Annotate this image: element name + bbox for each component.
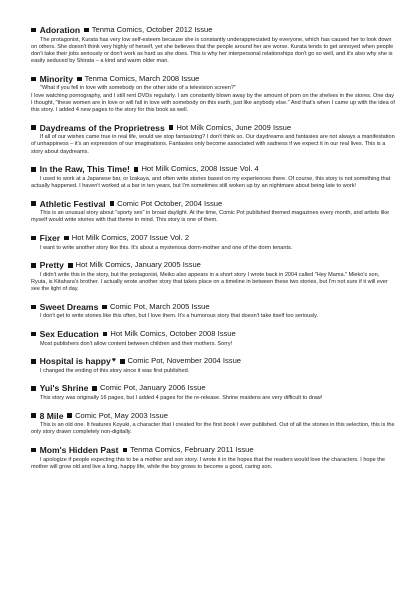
publication-info: Tenma Comics, February 2011 Issue (130, 445, 254, 455)
story-note (31, 199, 396, 225)
description-paragraph: I love watching pornography, and I still rent DVDs regularly. I am constantly blown away by the amount of porn on the shelves in the stores. One day I thought, "these women are in love or will fall in love with somebody on this earth, just like anybody else." And that's when I came up with the idea of this story. I added 4 new pages to the story for this book as well. (31, 92, 395, 113)
story-note (31, 123, 396, 156)
story-description (31, 422, 396, 436)
description-paragraph: I apologize if people expecting this to be a mother and son story. I wrote it in the hopes that the readers would love the characters. I hope the mother will grow old and live a long, happy life, while the boy grows to become a good, caring son. (31, 456, 385, 470)
square-bullet-icon (31, 413, 36, 418)
publication-info: Tenma Comics, March 2008 Issue (84, 73, 200, 83)
story-note (31, 260, 396, 293)
publication-info: Comic Pot, January 2006 Issue (100, 383, 206, 393)
story-note (31, 302, 396, 321)
story-heading (31, 123, 396, 133)
story-heading (31, 411, 396, 421)
story-title: Minority (39, 73, 74, 84)
story-description (31, 245, 396, 252)
square-bullet-icon (31, 125, 36, 130)
story-title: Fixer (39, 233, 61, 244)
story-title: Pretty (39, 260, 64, 271)
story-note (31, 164, 396, 190)
square-bullet-icon (31, 77, 36, 82)
publication-info: Tenma Comics, October 2012 Issue (91, 25, 213, 34)
square-separator-icon (102, 305, 107, 310)
description-paragraph: I want to write another story like this. It's about a mysterious dorm-mother and one of the dorm tenants. (40, 244, 293, 251)
story-note (31, 233, 396, 252)
square-bullet-icon (31, 386, 36, 391)
story-description (31, 313, 396, 320)
story-description (31, 176, 396, 190)
story-note (31, 356, 396, 375)
story-description (31, 134, 396, 156)
square-bullet-icon (31, 28, 36, 33)
square-bullet-icon (31, 201, 36, 206)
story-description (31, 368, 396, 375)
square-separator-icon (77, 77, 82, 82)
publication-info: Comic Pot, November 2004 Issue (127, 356, 242, 366)
publication-info: Hot Milk Comics, October 2008 Issue (110, 329, 236, 339)
story-title: Yui's Shrine (39, 383, 89, 394)
story-note (31, 411, 396, 437)
square-bullet-icon (31, 332, 36, 337)
story-heading (31, 164, 396, 174)
description-paragraph: Most publishers don't allow content between children and their mothers. Sorry! (40, 340, 233, 347)
square-separator-icon (68, 263, 73, 268)
story-description (31, 457, 396, 471)
square-separator-icon (92, 386, 97, 391)
publication-info: Hot Milk Comics, June 2009 Issue (176, 122, 292, 132)
description-paragraph: I don't get to write stories like this often, but I love them. It's a humorous story that doesn't take itself too seriously. (40, 313, 319, 320)
heart-icon: ♥ (111, 357, 116, 365)
square-separator-icon (123, 448, 128, 453)
square-separator-icon (84, 28, 89, 33)
story-heading (31, 199, 396, 209)
story-heading (31, 260, 396, 270)
story-note (31, 74, 396, 114)
publication-info: Hot Milk Comics, 2007 Issue Vol. 2 (71, 233, 190, 243)
story-title: In the Raw, This Time! (39, 164, 130, 175)
square-bullet-icon (31, 167, 36, 172)
story-note (31, 25, 396, 65)
description-paragraph: If all of our wishes came true in real life, would we stop fantasizing? I don't think so. Our daydreams and fantasies are not always a manifestation of unhappiness – it's an expression of our imaginations. Fantasies only become associated with sadness if we expect it in our real lives. This is a story about daydreams. (31, 134, 395, 155)
square-bullet-icon (31, 305, 36, 310)
story-description (31, 85, 396, 114)
publication-info: Comic Pot, March 2005 Issue (109, 301, 210, 311)
square-separator-icon (169, 125, 174, 130)
square-bullet-icon (31, 263, 36, 268)
story-description (31, 37, 396, 66)
publication-info: Hot Milk Comics, January 2005 Issue (75, 260, 201, 270)
square-bullet-icon (31, 359, 36, 364)
story-heading (31, 25, 396, 35)
description-paragraph: This is an unusual story about "sporty sex" in broad daylight. At the time, Comic Pot published themed magazines every month, and artists like myself would write stories with that theme in mind. This story is one of them. (31, 210, 389, 224)
story-note (31, 383, 396, 402)
description-paragraph: This is an old one. It features Koyuki, a character that I created for the first book I ever published. Out of all the stories in this selection, this is the only story drawn completely non-digitally. (31, 422, 395, 436)
story-heading (31, 329, 396, 339)
story-note (31, 329, 396, 348)
square-bullet-icon (31, 448, 36, 453)
story-description (31, 395, 396, 402)
description-paragraph: This story was originally 16 pages, but I added 4 pages for the re-release. Shrine maidens are very difficult to draw! (40, 394, 323, 401)
square-bullet-icon (31, 236, 36, 241)
square-separator-icon (110, 201, 115, 206)
story-heading (31, 356, 396, 366)
square-separator-icon (64, 236, 69, 241)
story-description (31, 272, 396, 294)
square-separator-icon (103, 332, 108, 337)
story-heading (31, 445, 396, 455)
story-heading (31, 383, 396, 393)
story-title: Sex Education (39, 329, 99, 340)
story-description (31, 210, 396, 224)
story-title: Sweet Dreams (39, 301, 99, 312)
story-title: Mom's Hidden Past (39, 445, 119, 456)
publication-info: Hot Milk Comics, 2008 Issue Vol. 4 (141, 164, 259, 174)
story-heading (31, 233, 396, 243)
story-heading (31, 74, 396, 84)
publication-info: Comic Pot October, 2004 Issue (117, 198, 223, 208)
square-separator-icon (67, 413, 72, 418)
description-paragraph: The protagonist, Kurata has very low self-esteem because she is constantly underappreciated by everyone, which has caused her to look down on others. She doesn't think very highly of herself, yet she believes that the people around her are worse. Kurata tends to get annoyed when people don't take their jobs seriously or don't work as hard as she does. This is why her interpersonal relationships don't go so well, and it's also why she is easily seduced by Shirata – a kind and warm older man. (31, 36, 394, 65)
description-paragraph: I didn't write this in the story, but the protagonist, Meiko also appears in a short story I wrote back in 2004 called "Hey Mama." Mieko's son, Ryuta, is Kitahara's brother. I actually wrote another story that takes place on a timeline in between these two stories, but I'm not sure if it will ever see the light of day. (31, 271, 388, 293)
story-title: Daydreams of the Proprietress (39, 122, 165, 133)
description-paragraph: I changed the ending of this story since it was first published. (40, 367, 190, 374)
story-notes-list (31, 25, 396, 471)
square-separator-icon (134, 167, 139, 172)
story-heading (31, 302, 396, 312)
story-title: 8 Mile (39, 410, 64, 421)
story-description (31, 341, 396, 348)
story-title: Adoration (39, 25, 81, 35)
publication-info: Comic Pot, May 2003 Issue (75, 410, 168, 420)
square-separator-icon (120, 359, 125, 364)
description-paragraph: "What if you fell in love with somebody on the other side of a television screen?" (40, 85, 237, 92)
story-title: Hospital is happy (39, 356, 111, 367)
description-paragraph: I used to work at a Japanese bar, or Izakaya, and often write stories based on my experiences there. Of course, this story is not something that actually happened. I haven't worked at a bar in ten years, but I'm sometimes still woken up by an nightmare about being late to work! (31, 175, 391, 189)
story-title: Athletic Festival (39, 198, 106, 209)
story-note (31, 445, 396, 471)
